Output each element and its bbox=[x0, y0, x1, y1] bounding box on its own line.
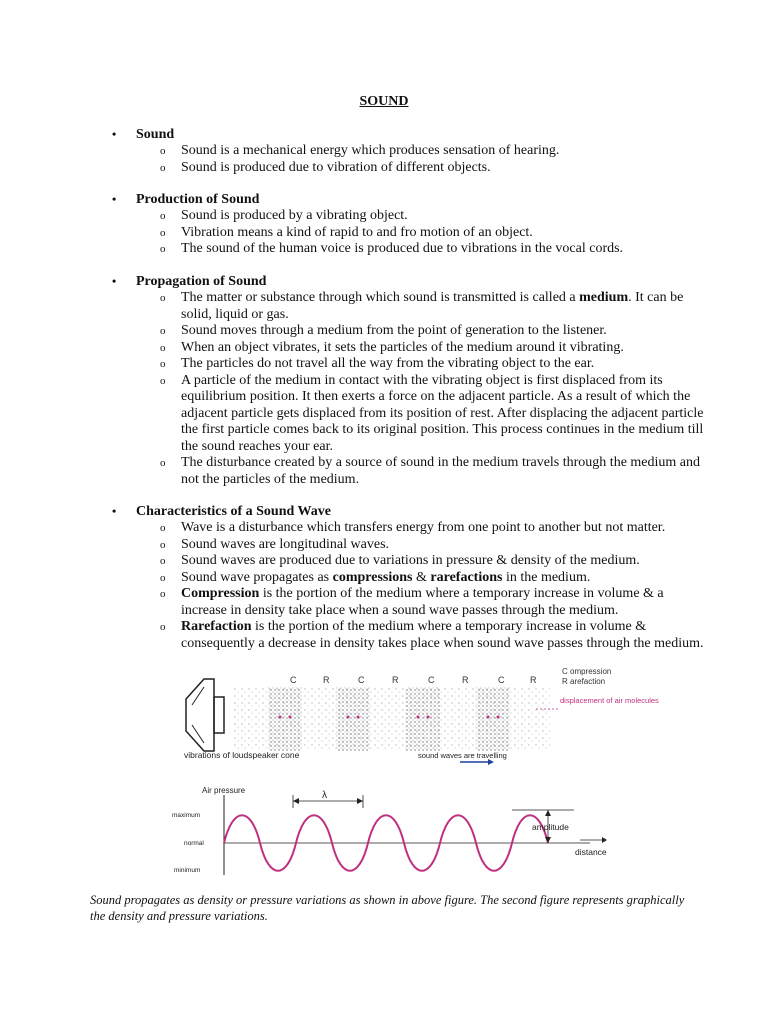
loudspeaker-icon bbox=[186, 679, 224, 751]
circle-bullet-icon: o bbox=[160, 358, 166, 370]
sound-wave-diagram bbox=[170, 665, 659, 880]
legend-rarefaction: R arefaction bbox=[562, 677, 606, 686]
circle-bullet-icon: o bbox=[160, 457, 166, 469]
circle-bullet-icon: o bbox=[160, 621, 166, 633]
speaker-label: vibrations of loudspeaker cone bbox=[184, 750, 300, 760]
circle-bullet-icon: o bbox=[160, 292, 166, 304]
normal-label: normal bbox=[184, 840, 204, 847]
circle-bullet-icon: o bbox=[160, 341, 166, 354]
list-item: o Sound is produced by a vibrating object. bbox=[160, 208, 408, 223]
cr-label: C bbox=[290, 675, 297, 685]
circle-bullet-icon: o bbox=[160, 226, 166, 239]
maximum-label: maximum bbox=[172, 812, 201, 819]
circle-bullet-icon: o bbox=[160, 161, 166, 174]
list-item: o Compression is the portion of the medium where a temporary increase in volume & a increase in density take place when a sound wave passes through the medium. bbox=[160, 586, 664, 618]
bullet-icon: • bbox=[112, 192, 117, 206]
cr-label: C bbox=[358, 675, 365, 685]
amplitude-label: amplitude bbox=[532, 822, 569, 832]
circle-bullet-icon: o bbox=[160, 571, 166, 584]
sound-wave-figure bbox=[170, 665, 659, 885]
list-item: o Vibration means a kind of rapid to and fro motion of an object. bbox=[160, 224, 533, 240]
circle-bullet-icon: o bbox=[160, 325, 166, 337]
circle-bullet-icon: o bbox=[160, 374, 166, 387]
list-item: o Rarefaction is the portion of the medium where a temporary increase in volume & consequently a decrease in density takes place when sound wave passes through the medium. bbox=[160, 619, 704, 651]
circle-bullet-icon: o bbox=[160, 538, 166, 551]
list-item: o When an object vibrates, it sets the particles of the medium around it vibrating. bbox=[160, 339, 624, 355]
list-item: o Sound is a mechanical energy which produces sensation of hearing. bbox=[160, 143, 560, 158]
list-item: o The disturbance created by a source of sound in the medium travels through the medium and not the particles of the medium. bbox=[160, 455, 701, 487]
circle-bullet-icon: o bbox=[160, 145, 166, 157]
air-pressure-label: Air pressure bbox=[202, 786, 246, 795]
section-heading: Production of Sound bbox=[136, 192, 260, 207]
section-production bbox=[112, 191, 712, 258]
section-heading: Propagation of Sound bbox=[136, 274, 267, 289]
distance-label: distance bbox=[575, 847, 607, 857]
legend-compression: C ompression bbox=[562, 667, 612, 676]
list-item: o Sound waves are produced due to variations in pressure & density of the medium. bbox=[160, 553, 640, 568]
cr-label: R bbox=[530, 675, 537, 685]
list-item: o Wave is a disturbance which transfers energy from one point to another but not matter. bbox=[160, 520, 666, 535]
section-characteristics bbox=[112, 503, 712, 652]
bullet-icon: • bbox=[112, 274, 117, 288]
list-item: o The sound of the human voice is produced due to vibrations in the vocal cords. bbox=[160, 241, 624, 256]
cr-label: R bbox=[392, 675, 399, 685]
cr-label: C bbox=[498, 675, 505, 685]
cr-label: C bbox=[428, 675, 435, 685]
minimum-label: minimum bbox=[174, 867, 201, 874]
circle-bullet-icon: o bbox=[160, 210, 166, 222]
list-item: o Sound moves through a medium from the point of generation to the listener. bbox=[160, 323, 607, 338]
circle-bullet-icon: o bbox=[160, 588, 166, 600]
section-heading: Sound bbox=[136, 127, 175, 142]
circle-bullet-icon: o bbox=[160, 555, 166, 567]
circle-bullet-icon: o bbox=[160, 522, 166, 534]
circle-bullet-icon: o bbox=[160, 243, 166, 255]
list-item: o Sound wave propagates as compressions & rarefactions in the medium. bbox=[160, 569, 591, 585]
travel-label: sound waves are travelling bbox=[418, 751, 507, 760]
list-item: o A particle of the medium in contact with the vibrating object is first displaced from its equilibrium position. It then exerts a force on the adjacent particle. As a result of which the adjacent particle gets displaced from its position of rest. After displacing the adjacent particle the first particle comes back to its original position. This process continues in the medium till the sound reaches your ear. bbox=[160, 372, 704, 454]
list-item: o The particles do not travel all the way from the vibrating object to the ear. bbox=[160, 356, 595, 371]
list-item: o The matter or substance through which sound is transmitted is called a medium. It can be solid, liquid or gas. bbox=[160, 290, 684, 322]
wavelength-marker bbox=[293, 795, 363, 808]
figure-caption: Sound propagates as density or pressure variations as shown in above figure. The second figure represents graphically the density and pressure variations. bbox=[90, 893, 685, 923]
displacement-label: displacement of air molecules bbox=[560, 696, 659, 705]
list-item: o Sound is produced due to vibration of different objects. bbox=[160, 159, 491, 175]
section-sound bbox=[112, 126, 712, 176]
section-propagation bbox=[112, 273, 712, 488]
cr-label: R bbox=[462, 675, 469, 685]
list-item: o Sound waves are longitudinal waves. bbox=[160, 536, 390, 552]
page-title: SOUND bbox=[359, 94, 409, 109]
lambda-label: λ bbox=[322, 790, 327, 801]
bullet-icon: • bbox=[112, 127, 117, 141]
distance-arrow-icon bbox=[580, 837, 607, 843]
section-heading: Characteristics of a Sound Wave bbox=[136, 504, 331, 519]
bullet-icon: • bbox=[112, 504, 117, 518]
cr-label: R bbox=[323, 675, 330, 685]
